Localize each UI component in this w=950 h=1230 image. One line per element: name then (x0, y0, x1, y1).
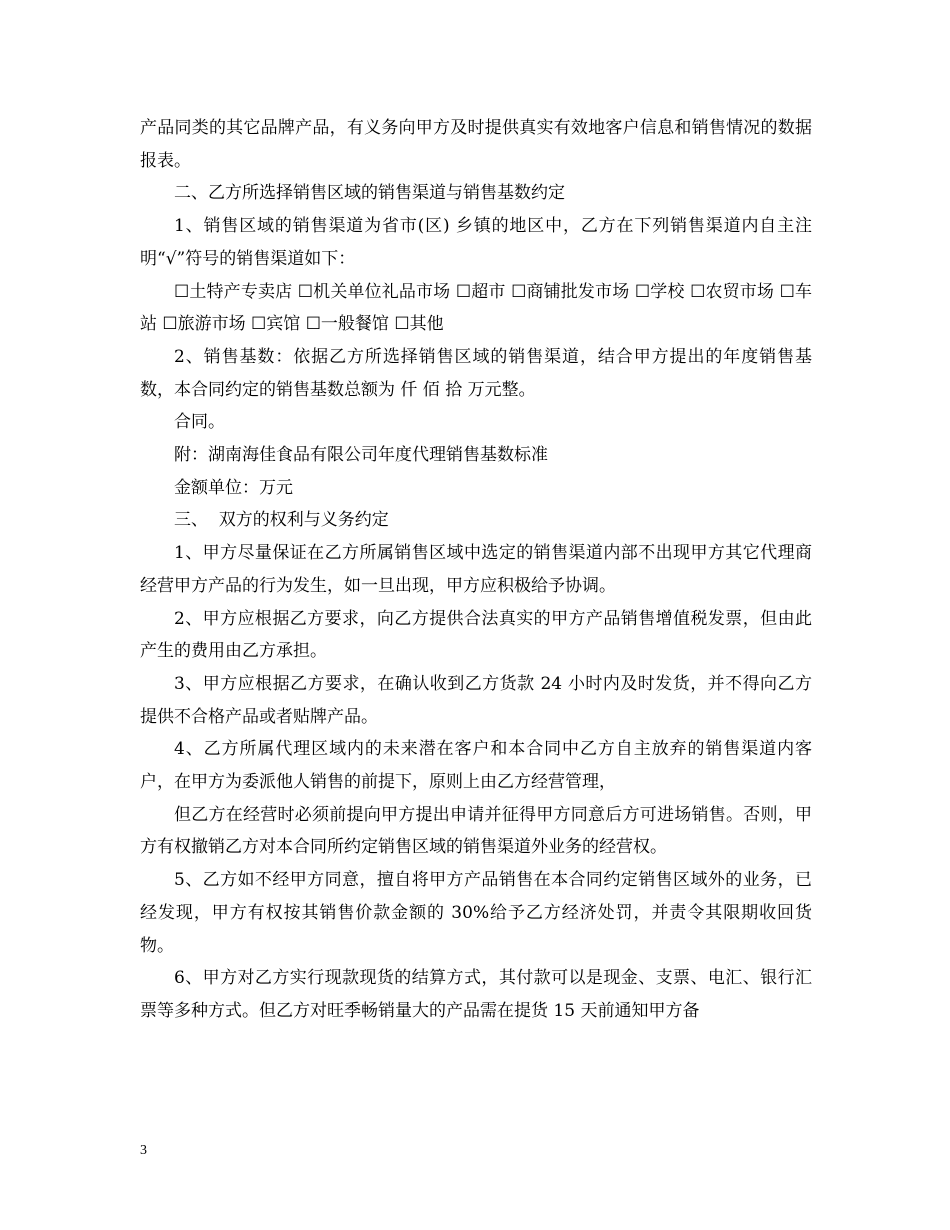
paragraph: 1、销售区域的销售渠道为省市(区) 乡镇的地区中，乙方在下列销售渠道内自主注明“√”符号的销售渠道如下： (140, 216, 812, 269)
paragraph: 但乙方在经营时必须前提向甲方提出申请并征得甲方同意后方可进场销售。否则，甲方有权撤销乙方对本合同所约定销售区域的销售渠道外业务的经营权。 (140, 804, 812, 858)
paragraph: 5、乙方如不经甲方同意，擅自将甲方产品销售在本合同约定销售区域外的业务，已经发现，甲方有权按其销售价款金额的 30%给予乙方经济处罚，并责令其限期收回货物。 (140, 870, 812, 956)
paragraph: 2、甲方应根据乙方要求，向乙方提供合法真实的甲方产品销售增值税发票，但由此产生的费用由乙方承担。 (140, 608, 812, 662)
paragraph: 合同。 (174, 412, 225, 433)
document-body (140, 112, 812, 1028)
checkbox-list: ☐土特产专卖店 ☐机关单位礼品市场 ☐超市 ☐商铺批发市场 ☐学校 ☐农贸市场 ☐车站 ☐旅游市场 ☐宾馆 ☐一般餐馆 ☐其他 (140, 281, 812, 335)
section-heading: 三、 双方的权利与义务约定 (174, 510, 389, 531)
page-number: 3 (140, 1143, 147, 1158)
paragraph: 2、销售基数：依据乙方所选择销售区域的销售渠道，结合甲方提出的年度销售基数，本合同约定的销售基数总额为 仟 佰 拾 万元整。 (140, 346, 812, 400)
paragraph: 1、甲方尽量保证在乙方所属销售区域中选定的销售渠道内部不出现甲方其它代理商经营甲方产品的行为发生，如一旦出现，甲方应积极给予协调。 (140, 543, 812, 596)
paragraph: 4、乙方所属代理区域内的未来潜在客户和本合同中乙方自主放弃的销售渠道内客户，在甲方为委派他人销售的前提下，原则上由乙方经营管理， (140, 739, 812, 793)
paragraph: 产品同类的其它品牌产品，有义务向甲方及时提供真实有效地客户信息和销售情况的数据报表。 (140, 118, 812, 171)
section-heading: 二、乙方所选择销售区域的销售渠道与销售基数约定 (174, 183, 565, 204)
paragraph: 附：湖南海佳食品有限公司年度代理销售基数标准 (174, 445, 548, 466)
paragraph: 3、甲方应根据乙方要求，在确认收到乙方货款 24 小时内及时发货，并不得向乙方提供不合格产品或者贴牌产品。 (140, 673, 812, 727)
paragraph: 金额单位：万元 (174, 477, 293, 498)
paragraph: 6、甲方对乙方实行现款现货的结算方式，其付款可以是现金、支票、电汇、银行汇票等多种方式。但乙方对旺季畅销量大的产品需在提货 15 天前通知甲方备 (140, 968, 812, 1021)
